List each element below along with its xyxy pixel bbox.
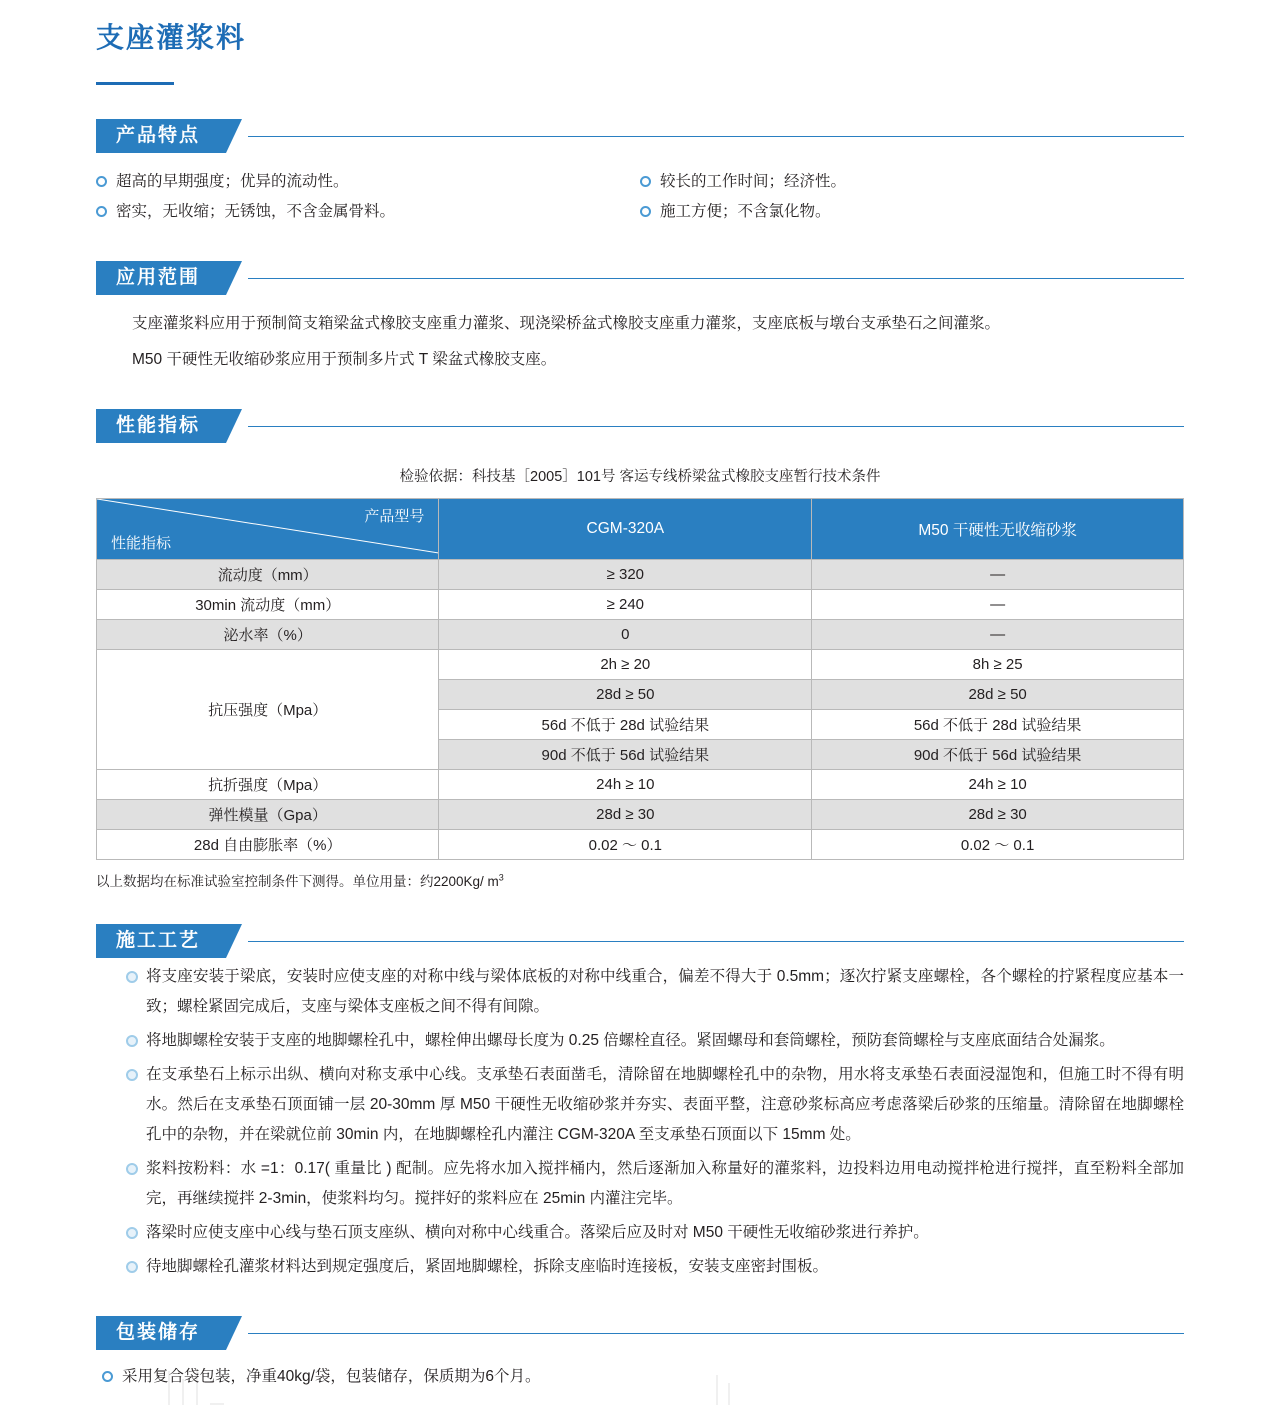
row-label: 30min 流动度（mm）: [97, 590, 439, 620]
process-step-text: 浆料按粉料：水 =1：0.17( 重量比 ) 配制。应先将水加入搅拌桶内，然后逐渐加入称量好的灌浆料，边投料边用电动搅拌枪进行搅拌，直至粉料全部加完，再继续搅拌 2-3min，使浆料均匀。搅拌好的浆料应在 25min 内灌注完毕。: [146, 1160, 1184, 1207]
bullet-circle-icon: [126, 1035, 138, 1047]
table-row: [97, 770, 1184, 800]
table-footnote: [96, 870, 1184, 890]
section-title-packaging: 包装储存: [96, 1316, 226, 1350]
row-header-label: 性能指标: [111, 535, 172, 552]
section-header-performance: [96, 409, 1184, 443]
application-paragraph: 支座灌浆料应用于预制简支箱梁盆式橡胶支座重力灌浆、现浇梁桥盆式橡胶支座重力灌浆，支座底板与墩台支承垫石之间灌浆。: [132, 315, 1001, 332]
table-row: [97, 800, 1184, 830]
section-header-process: [96, 924, 1184, 958]
cell-value: 28d ≥ 30: [439, 800, 812, 830]
list-item: [640, 167, 1184, 197]
cell-value: 24h ≥ 10: [812, 770, 1184, 800]
features-column-right: [640, 167, 1184, 227]
feature-text: 施工方便；不含氯化物。: [660, 203, 831, 220]
cell-value: 0.02 ～ 0.1: [439, 830, 812, 860]
row-label: 弹性模量（Gpa）: [97, 800, 439, 830]
process-step-text: 将地脚螺栓安装于支座的地脚螺栓孔中，螺栓伸出螺母长度为 0.25 倍螺栓直径。紧固螺母和套筒螺栓，预防套筒螺栓与支座底面结合处漏浆。: [146, 1032, 1115, 1049]
section-header-features: [96, 119, 1184, 153]
row-label-compressive-strength: 抗压强度（Mpa）: [97, 650, 439, 770]
feature-text: 密实，无收缩；无锈蚀，不含金属骨料。: [116, 203, 396, 220]
table-row: [97, 620, 1184, 650]
list-item: [640, 197, 1184, 227]
cell-value: 2h ≥ 20: [439, 650, 812, 680]
title-underline: [96, 82, 174, 85]
list-item: [96, 1218, 1184, 1248]
process-step-text: 将支座安装于梁底，安装时应使支座的对称中线与梁体底板的对称中线重合，偏差不得大于 0.5mm；逐次拧紧支座螺栓，各个螺栓的拧紧程度应基本一致；螺栓紧固完成后，支座与梁体支座板之间不得有间隙。: [146, 968, 1184, 1015]
cell-value: —: [812, 560, 1184, 590]
process-step-text: 在支承垫石上标示出纵、横向对称支承中心线。支承垫石表面凿毛，清除留在地脚螺栓孔中的杂物，用水将支承垫石表面浸湿饱和，但施工时不得有明水。然后在支承垫石顶面铺一层 20-30mm 厚 M50 干硬性无收缩砂浆并夯实、表面平整，注意砂浆标高应考虑落梁后砂浆的压缩量。清除留在地脚螺栓孔中的杂物，并在梁就位前 30min 内，在地脚螺栓孔内灌注 CGM-320A 至支承垫石顶面以下 15mm 处。: [146, 1066, 1184, 1143]
section-title-process: 施工工艺: [96, 924, 226, 958]
section-title-performance: 性能指标: [96, 409, 226, 443]
cell-value: 8h ≥ 25: [812, 650, 1184, 680]
section-title-features: 产品特点: [96, 119, 226, 153]
cell-value: 56d 不低于 28d 试验结果: [812, 710, 1184, 740]
section-rule: [248, 941, 1184, 942]
section-header-packaging: [96, 1316, 1184, 1350]
cell-value: 0: [439, 620, 812, 650]
page-title: 支座灌浆料: [96, 22, 247, 53]
packaging-text: 采用复合袋包装，净重40kg/袋，包装储存，保质期为6个月。: [122, 1368, 541, 1385]
column-header-cgm320a: CGM-320A: [439, 499, 812, 560]
section-rule: [248, 136, 1184, 137]
bullet-circle-icon: [126, 971, 138, 983]
bullet-circle-icon: [102, 1371, 113, 1382]
bullet-circle-icon: [96, 206, 107, 217]
section-rule: [248, 1333, 1184, 1334]
table-row: [97, 560, 1184, 590]
bullet-circle-icon: [126, 1069, 138, 1081]
cell-value: 90d 不低于 56d 试验结果: [812, 740, 1184, 770]
cell-value: 24h ≥ 10: [439, 770, 812, 800]
features-column-left: [96, 167, 640, 227]
cell-value: —: [812, 590, 1184, 620]
column-header-label: 产品型号: [364, 508, 425, 525]
bullet-circle-icon: [126, 1163, 138, 1175]
inspection-basis-note: 检验依据：科技基［2005］101号 客运专线桥梁盆式橡胶支座暂行技术条件: [399, 469, 881, 485]
features-list: [96, 167, 1184, 227]
table-footnote-superscript: 3: [498, 872, 504, 883]
list-item: [96, 1362, 1184, 1392]
list-item: [96, 1154, 1184, 1214]
list-item: [96, 1026, 1184, 1056]
bullet-circle-icon: [126, 1227, 138, 1239]
feature-text: 较长的工作时间；经济性。: [660, 173, 847, 190]
row-label: 泌水率（%）: [97, 620, 439, 650]
bullet-circle-icon: [126, 1261, 138, 1273]
cell-value: 90d 不低于 56d 试验结果: [439, 740, 812, 770]
bullet-circle-icon: [640, 176, 651, 187]
table-footnote-text: 以上数据均在标准试验室控制条件下测得。单位用量：约2200Kg/ m: [96, 874, 499, 889]
list-item: [96, 962, 1184, 1022]
row-label: 抗折强度（Mpa）: [97, 770, 439, 800]
cell-value: 28d ≥ 50: [812, 680, 1184, 710]
row-label: 流动度（mm）: [97, 560, 439, 590]
cell-value: —: [812, 620, 1184, 650]
section-header-application: [96, 261, 1184, 295]
cell-value: ≥ 240: [439, 590, 812, 620]
bullet-circle-icon: [640, 206, 651, 217]
table-header-row: [97, 499, 1184, 560]
list-item: [96, 1252, 1184, 1282]
process-step-text: 落梁时应使支座中心线与垫石顶支座纵、横向对称中心线重合。落梁后应及时对 M50 干硬性无收缩砂浆进行养护。: [146, 1224, 929, 1241]
column-header-m50: M50 干硬性无收缩砂浆: [812, 499, 1184, 560]
table-corner-cell: [97, 499, 439, 560]
cell-value: 28d ≥ 50: [439, 680, 812, 710]
list-item: [96, 197, 640, 227]
bullet-circle-icon: [96, 176, 107, 187]
cell-value: 56d 不低于 28d 试验结果: [439, 710, 812, 740]
application-paragraph: M50 干硬性无收缩砂浆应用于预制多片式 T 梁盆式橡胶支座。: [132, 351, 557, 368]
row-label: 28d 自由膨胀率（%）: [97, 830, 439, 860]
section-rule: [248, 278, 1184, 279]
cell-value: 0.02 ～ 0.1: [812, 830, 1184, 860]
list-item: [96, 167, 640, 197]
list-item: [96, 1060, 1184, 1150]
process-step-text: 待地脚螺栓孔灌浆材料达到规定强度后，紧固地脚螺栓，拆除支座临时连接板，安装支座密封围板。: [146, 1258, 829, 1275]
section-rule: [248, 426, 1184, 427]
performance-table: [96, 498, 1184, 860]
table-row: [97, 590, 1184, 620]
cell-value: ≥ 320: [439, 560, 812, 590]
cell-value: 28d ≥ 30: [812, 800, 1184, 830]
section-title-application: 应用范围: [96, 261, 226, 295]
feature-text: 超高的早期强度；优异的流动性。: [116, 173, 349, 190]
table-row: [97, 650, 1184, 680]
table-row: [97, 830, 1184, 860]
